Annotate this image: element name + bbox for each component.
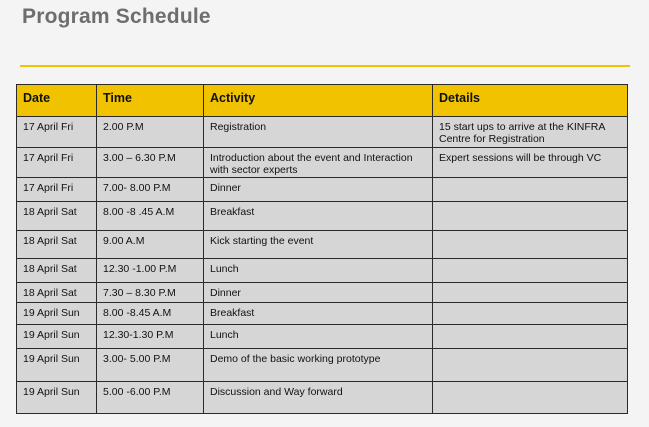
cell-time: 9.00 A.M [97, 231, 204, 259]
table-row [17, 325, 628, 349]
cell-activity: Dinner [204, 283, 433, 303]
table-row [17, 303, 628, 325]
cell-activity: Kick starting the event [204, 231, 433, 259]
cell-date: 19 April Sun [17, 303, 97, 325]
cell-time: 3.00 – 6.30 P.M [97, 148, 204, 178]
cell-time: 8.00 -8 .45 A.M [97, 202, 204, 231]
cell-time: 8.00 -8.45 A.M [97, 303, 204, 325]
cell-details [433, 178, 628, 202]
header-time: Time [97, 85, 204, 117]
table-row [17, 231, 628, 259]
cell-activity: Lunch [204, 325, 433, 349]
cell-date: 19 April Sun [17, 349, 97, 382]
header-activity: Activity [204, 85, 433, 117]
cell-time: 5.00 -6.00 P.M [97, 382, 204, 414]
cell-date: 18 April Sat [17, 259, 97, 283]
cell-date: 17 April Fri [17, 148, 97, 178]
cell-activity: Registration [204, 117, 433, 148]
cell-time: 3.00- 5.00 P.M [97, 349, 204, 382]
header-date: Date [17, 85, 97, 117]
table-row [17, 382, 628, 414]
cell-activity: Discussion and Way forward [204, 382, 433, 414]
cell-details [433, 283, 628, 303]
cell-date: 18 April Sat [17, 283, 97, 303]
table-row [17, 178, 628, 202]
header-row [17, 85, 628, 117]
cell-details [433, 202, 628, 231]
cell-details [433, 349, 628, 382]
cell-activity: Lunch [204, 259, 433, 283]
schedule-table [16, 84, 628, 414]
cell-date: 18 April Sat [17, 231, 97, 259]
cell-activity: Breakfast [204, 202, 433, 231]
cell-details [433, 325, 628, 349]
cell-date: 18 April Sat [17, 202, 97, 231]
cell-time: 12.30-1.30 P.M [97, 325, 204, 349]
cell-details [433, 303, 628, 325]
table-row [17, 148, 628, 178]
cell-details: Expert sessions will be through VC [433, 148, 628, 178]
cell-activity: Breakfast [204, 303, 433, 325]
table-row [17, 259, 628, 283]
cell-date: 19 April Sun [17, 382, 97, 414]
title-divider [20, 65, 630, 67]
table-row [17, 117, 628, 148]
cell-date: 19 April Sun [17, 325, 97, 349]
cell-time: 7.30 – 8.30 P.M [97, 283, 204, 303]
cell-date: 17 April Fri [17, 117, 97, 148]
table-row [17, 202, 628, 231]
cell-activity: Dinner [204, 178, 433, 202]
header-details: Details [433, 85, 628, 117]
table-row [17, 283, 628, 303]
cell-details: 15 start ups to arrive at the KINFRA Centre for Registration [433, 117, 628, 148]
cell-details [433, 231, 628, 259]
cell-time: 12.30 -1.00 P.M [97, 259, 204, 283]
cell-activity: Demo of the basic working prototype [204, 349, 433, 382]
cell-date: 17 April Fri [17, 178, 97, 202]
cell-time: 2.00 P.M [97, 117, 204, 148]
page-title: Program Schedule [22, 5, 211, 28]
table-row [17, 349, 628, 382]
cell-details [433, 382, 628, 414]
cell-activity: Introduction about the event and Interaction with sector experts [204, 148, 433, 178]
cell-time: 7.00- 8.00 P.M [97, 178, 204, 202]
cell-details [433, 259, 628, 283]
